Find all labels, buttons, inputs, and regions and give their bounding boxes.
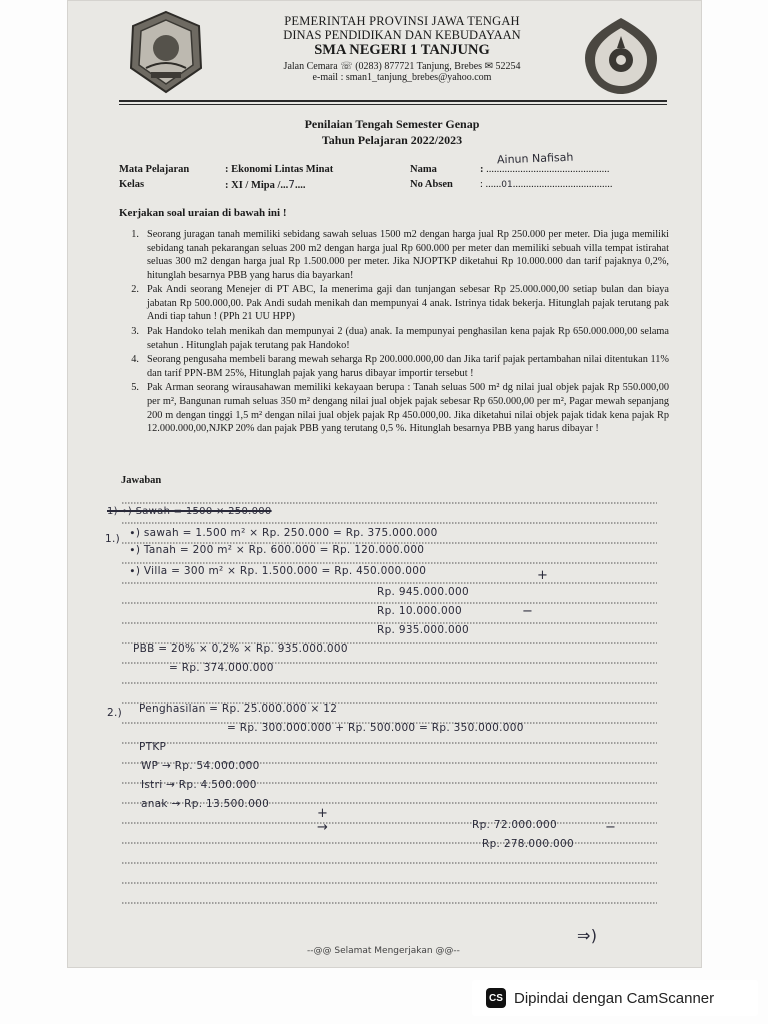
answer2-ptkp-wp: WP → Rp. 54.000.000 — [141, 760, 260, 772]
question-number: 3. — [131, 326, 139, 338]
question-item — [119, 283, 669, 324]
question-item — [119, 325, 669, 352]
class-suffix: .... — [294, 180, 306, 191]
name-handwritten: Ainun Nafisah — [496, 150, 574, 167]
question-text: Seorang juragan tanah memiliki sebidang sawah seluas 1500 m2 dengan harga jual Rp 250.000 per meter. Dia juga memiliki sebidang tanah pekarangan seluas 200 m2 dengan harga jual Rp 600.000 per meter dan memiliki sebuah villa tempat istirahat seluas 300 m2 dengan harga jual Rp 1.500.000 per meter. Jika NJOPTKP diketahui Rp 10.000.000 dan tarif pajaknya 0,2%, hitunglah besarnya PBB yang harus dia bayarkan! — [147, 229, 669, 281]
answer2-plus-sign: + — [317, 806, 329, 821]
class-prefix: : XI / Mipa /... — [225, 180, 289, 191]
question-list — [119, 228, 669, 437]
letterhead-divider-thick — [119, 100, 667, 102]
answer1-pbb-result: = Rp. 374.000.000 — [169, 662, 274, 674]
answer2-income-total: = Rp. 300.000.000 + Rp. 500.000 = Rp. 350.000.000 — [227, 722, 524, 734]
question-item — [119, 381, 669, 435]
letterhead-email: e-mail : sman1_tanjung_brebes@yahoo.com — [312, 72, 492, 84]
answer2-minus-sign: − — [605, 820, 617, 835]
answer1-sawah: ∙) sawah = 1.500 m² × Rp. 250.000 = Rp. 375.000.000 — [129, 527, 438, 539]
answers-heading: Jawaban — [121, 475, 162, 486]
question-number: 5. — [131, 382, 139, 394]
answer2-ptkp-total: Rp. 72.000.000 — [472, 819, 557, 831]
school-emblem-logo — [581, 14, 661, 98]
answer1-sum: Rp. 945.000.000 — [377, 586, 469, 598]
name-prefix: : — [480, 164, 487, 175]
exam-title — [217, 116, 567, 148]
question-text: Seorang pengusaha membeli barang mewah seharga Rp 200.000.000,00 dan Jika tarif pajak pertambahan nilai ditentukan 11% dan tarif PPN-BM 25%, Hitunglah pajak yang harus dibayar importir tersebut ! — [147, 354, 669, 379]
class-label: Kelas — [119, 179, 145, 190]
question-number: 1. — [131, 229, 139, 240]
letterhead-department: DINAS PENDIDIKAN DAN KEBUDAYAAN — [283, 28, 521, 42]
answer1-number: 1.) — [105, 533, 121, 545]
exam-paper — [67, 0, 702, 968]
class-value — [225, 179, 305, 191]
answer2-ptkp-istri: Istri → Rp. 4.500.000 — [141, 779, 257, 791]
subject-label: Mata Pelajaran — [119, 164, 190, 175]
subject-value: : Ekonomi Lintas Minat — [225, 164, 334, 175]
letterhead-divider-thin — [119, 104, 667, 105]
camscanner-label: Dipindai dengan CamScanner — [514, 989, 715, 1007]
crossed-out-line: 1) ∙) Sawah = 1500 × 250.000 — [107, 506, 272, 517]
class-handwritten: 7 — [288, 179, 295, 191]
name-dots: ............................................... — [486, 164, 610, 175]
answer2-ptkp-label: PTKP — [139, 741, 167, 753]
question-number: 4. — [131, 354, 139, 366]
absen-value — [480, 179, 613, 190]
camscanner-watermark — [472, 980, 758, 1016]
absen-prefix: : ...... — [480, 179, 502, 190]
question-text: Pak Arman seorang wirausahawan memiliki kekayaan berupa : Tanah seluas 500 m² dg nilai jual objek pajak Rp 550.000,00 per m², Bangunan rumah seluas 350 m² dengang nilai jual objek pajak sebesar Rp 650.000,00 per m², Pagar mewah sepanjang 200 m dengan tinggi 1,5 m² dengan nilai jual objek pajak Rp 450.000,00. Jika diketahui nilai objek pajak tidak kena pajak Rp 12.000.000,00,NJKP 20% dan pajak PBB yang terutang 0,5 %. Hitunglah besarnya PBB yang harus dibayar ! — [147, 382, 669, 435]
answer1-plus-sign: + — [537, 568, 549, 583]
answer1-villa: ∙) Villa = 300 m² × Rp. 1.500.000 = Rp. 450.000.000 — [129, 565, 427, 577]
absen-handwritten: 01 — [501, 180, 513, 190]
continue-arrow: ⇒) — [577, 926, 598, 945]
absen-label: No Absen — [410, 179, 453, 190]
question-number: 2. — [131, 284, 139, 296]
answer1-njkp: Rp. 935.000.000 — [377, 624, 469, 636]
letterhead — [222, 14, 582, 84]
answer2-arrow: → — [317, 820, 329, 835]
question-item — [119, 228, 669, 282]
question-item — [119, 353, 669, 380]
answer1-pbb-formula: PBB = 20% × 0,2% × Rp. 935.000.000 — [133, 643, 348, 655]
answer2-number: 2.) — [107, 707, 123, 719]
question-text: Pak Andi seorang Menejer di PT ABC, Ia menerima gaji dan tunjangan sebesar Rp 25.000.000,00 setiap bulan dan biaya jabatan Rp 500.000,00. Pak Andi sudah menikah dan mempunyai 4 anak. Istrinya tidak bekerja. Hitunglah pajak terutang pak Andi tiap tahun ! (PPh 21 UU HPP) — [147, 284, 669, 323]
jawa-tengah-emblem-logo — [121, 8, 211, 96]
name-label: Nama — [410, 164, 437, 175]
exam-title-text: Penilaian Tengah Semester Genap — [304, 117, 480, 131]
absen-dots: ...................................... — [512, 179, 613, 190]
answer1-njoptkp: Rp. 10.000.000 — [377, 605, 462, 617]
footer-text: --@@ Selamat Mengerjakan @@-- — [307, 946, 460, 956]
letterhead-government: PEMERINTAH PROVINSI JAWA TENGAH — [284, 14, 520, 28]
answer2-result: Rp. 278.000.000 — [482, 838, 574, 850]
answer2-ptkp-anak: anak → Rp. 13.500.000 — [141, 798, 270, 810]
answer1-minus-sign: − — [522, 604, 534, 619]
letterhead-address: Jalan Cemara ☏ (0283) 877721 Tanjung, Brebes ✉ 52254 — [283, 61, 521, 73]
answer1-tanah: ∙) Tanah = 200 m² × Rp. 600.000 = Rp. 120.000.000 — [129, 544, 425, 556]
question-text: Pak Handoko telah menikah dan mempunyai 2 (dua) anak. Ia mempunyai penghasilan kena pajak Rp 650.000.000,00 selama setahun . Hitunglah pajak terutang pak Handoko! — [147, 326, 669, 351]
letterhead-school-name: SMA NEGERI 1 TANJUNG — [314, 42, 490, 58]
exam-year-text: Tahun Pelajaran 2022/2023 — [321, 133, 463, 148]
camscanner-icon: CS — [486, 988, 506, 1008]
answer2-income: Penghasilan = Rp. 25.000.000 × 12 — [139, 703, 338, 715]
instruction-text: Kerjakan soal uraian di bawah ini ! — [119, 207, 287, 219]
